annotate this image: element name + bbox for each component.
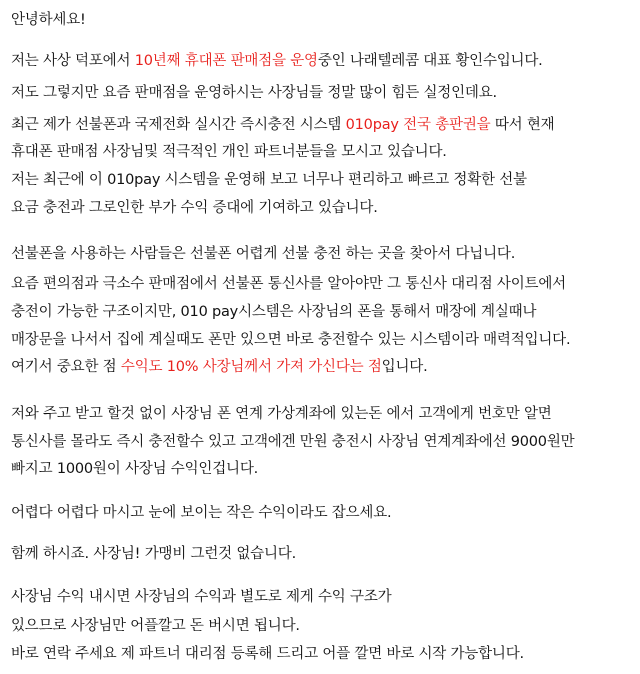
paragraph-2-line-2: 요즘 편의점과 극소수 판매점에서 선불폰 통신사를 알아야만 그 통신사 대리점 사이트에서: [11, 276, 566, 292]
paragraph-2-line-4: 매장문을 나서서 집에 계실때도 폰만 있으면 바로 충전할수 있는 시스템이라 매력적입니다.: [11, 332, 571, 348]
text-segment: 따서 현재: [490, 117, 555, 133]
paragraph-2-line-1: 선불폰을 사용하는 사람들은 선불폰 어렵게 선불 충전 하는 곳을 찾아서 다닙니다.: [11, 246, 516, 262]
paragraph-5: 함께 하시죠. 사장님! 가맹비 그런것 없습니다.: [11, 546, 297, 562]
paragraph-2-line-3: 충전이 가능한 구조이지만, 010 pay시스템은 사장님의 폰을 통해서 매장에 계실때나: [11, 304, 537, 320]
highlight-text: 10년째 휴대폰 판매점을 운영: [134, 53, 318, 69]
highlight-text: 수익도 10% 사장님께서 가져 가신다는 점: [120, 359, 382, 375]
text-segment: 최근 제가 선불폰과 국제전화 실시간 즉시충전 시스템: [11, 117, 346, 133]
greeting-text: [11, 11, 86, 29]
paragraph-4: 어렵다 어렵다 마시고 눈에 보이는 작은 수익이라도 잡으세요.: [11, 505, 392, 521]
paragraph-1-line-6: 요금 충전과 그로인한 부가 수익 증대에 기여하고 있습니다.: [11, 200, 378, 216]
paragraph-6-line-1: 사장님 수익 내시면 사장님의 수익과 별도로 제게 수익 구조가: [11, 589, 392, 605]
paragraph-2-line-5: [11, 358, 428, 376]
text-segment: 입니다.: [381, 359, 428, 375]
paragraph-1-line-5: 저는 최근에 이 010pay 시스템을 운영해 보고 너무나 편리하고 빠르고 정확한 선불: [11, 172, 527, 188]
paragraph-1-line-1: [11, 52, 543, 70]
paragraph-6-line-3: 바로 연락 주세요 제 파트너 대리점 등록해 드리고 어플 깔면 바로 시작 가능합니다.: [11, 646, 524, 662]
text-segment: 중인 나래텔레콤 대표 황인수입니다.: [317, 53, 543, 69]
paragraph-6-line-2: 있으므로 사장님만 어플깔고 돈 버시면 됩니다.: [11, 618, 300, 634]
text-segment: 저는 사상 덕포에서: [11, 53, 135, 69]
paragraph-1-line-3: [11, 116, 554, 134]
text-segment: 여기서 중요한 점: [11, 359, 121, 375]
paragraph-3-line-1: 저와 주고 받고 할것 없이 사장님 폰 연계 가상계좌에 있는돈 에서 고객에게 번호만 알면: [11, 406, 552, 422]
paragraph-1-line-4: 휴대폰 판매점 사장님및 적극적인 개인 파트너분들을 모시고 있습니다.: [11, 144, 447, 160]
paragraph-1-line-2: 저도 그렇지만 요즘 판매점을 운영하시는 사장님들 정말 많이 힘든 실정인데요.: [11, 85, 497, 101]
paragraph-3-line-2: 통신사를 몰라도 즉시 충전할수 있고 고객에겐 만원 충전시 사장님 연계계좌에선 9000원만: [11, 434, 575, 450]
greeting-label: 안녕하세요!: [11, 12, 86, 28]
paragraph-3-line-3: 빠지고 1000원이 사장님 수익인겁니다.: [11, 461, 259, 477]
highlight-text: 010pay 전국 총판권을: [345, 117, 491, 133]
